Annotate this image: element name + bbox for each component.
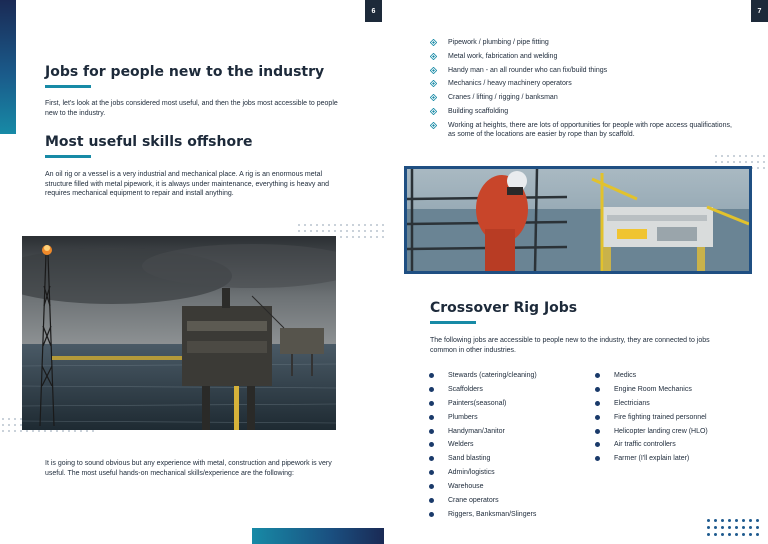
job-title: Admin/logistics	[448, 469, 495, 477]
job-title: Warehouse	[448, 483, 484, 491]
heading-underline	[45, 155, 91, 158]
decor-dot	[62, 430, 64, 432]
decor-dot	[364, 224, 366, 226]
job-list-item	[594, 413, 754, 427]
decor-dot	[298, 224, 300, 226]
section-heading-crossover: Crossover Rig Jobs	[430, 300, 578, 316]
diamond-bullet-icon	[430, 39, 437, 46]
decor-dot	[310, 230, 312, 232]
job-title: Stewards (catering/cleaning)	[448, 372, 537, 379]
diamond-bullet-icon	[430, 108, 437, 115]
job-list-item	[428, 510, 598, 524]
decor-dot	[340, 224, 342, 226]
skills-list-text: Handy man - an all rounder who can fix/build things	[448, 66, 608, 74]
skills-list-item	[428, 93, 738, 102]
decor-dot	[721, 526, 724, 529]
decor-dot	[742, 533, 745, 536]
decor-dot	[745, 155, 747, 157]
decor-dot	[721, 519, 724, 522]
skills-list-item	[428, 38, 738, 47]
section-heading-jobs-new: Jobs for people new to the industry	[45, 64, 325, 80]
job-title: Riggers, Banksman/Slingers	[448, 510, 537, 518]
decor-dot	[742, 519, 745, 522]
decor-dot	[352, 230, 354, 232]
dot-bullet-icon	[595, 401, 600, 406]
job-title: Crane operators	[448, 497, 499, 505]
decor-dot	[714, 526, 717, 529]
decor-dot	[751, 155, 753, 157]
job-list-item	[594, 427, 754, 441]
decor-dot	[735, 526, 738, 529]
job-list-item	[428, 468, 598, 482]
decor-dot	[727, 155, 729, 157]
dot-bullet-icon	[429, 456, 434, 461]
skills-list-text: Pipework / plumbing / pipe fitting	[448, 39, 549, 46]
job-title: Scaffolders	[448, 385, 483, 393]
decor-dot	[322, 230, 324, 232]
dot-bullet-icon	[595, 442, 600, 447]
skills-list-text: Cranes / lifting / rigging / banksman	[448, 94, 558, 102]
decor-dot	[26, 430, 28, 432]
decor-dot	[739, 155, 741, 157]
crossover-intro: The following jobs are accessible to people new to the industry, they are connected to jobs common in other industries.	[430, 337, 710, 354]
decor-dot	[352, 236, 354, 238]
heading-underline	[45, 85, 91, 88]
dot-bullet-icon	[429, 498, 434, 503]
decor-dot	[733, 155, 735, 157]
job-title: Welders	[448, 441, 474, 449]
decor-dot	[86, 430, 88, 432]
decor-dot	[334, 230, 336, 232]
skills-list-item	[428, 107, 738, 116]
crossover-jobs-column-2	[594, 371, 754, 468]
decor-dot	[44, 430, 46, 432]
body-paragraph: An oil rig or a vessel is a very industrial and mechanical place. A rig is an enormous metal structure filled with metal pipework, it is always under maintenance, everything is heavy and requires mechanical equipment to repair and install anything.	[45, 171, 330, 197]
dot-bullet-icon	[429, 415, 434, 420]
dot-bullet-icon	[595, 387, 600, 392]
decor-dot	[714, 533, 717, 536]
job-list-item	[428, 454, 598, 468]
skills-list-item	[428, 52, 738, 61]
decor-dot	[735, 533, 738, 536]
decor-dot	[352, 224, 354, 226]
decor-dot	[715, 161, 717, 163]
decor-dot	[745, 161, 747, 163]
section-heading-useful-skills: Most useful skills offshore	[45, 134, 253, 150]
decor-dot	[346, 236, 348, 238]
decor-dot	[364, 236, 366, 238]
decor-dot	[316, 230, 318, 232]
decor-dot	[749, 526, 752, 529]
decor-dot	[756, 519, 759, 522]
decor-dot	[14, 424, 16, 426]
closing-paragraph: It is going to sound obvious but any experience with metal, construction and pipework is very useful. The most useful hands-on mechanical skills/experience are the following:	[45, 460, 332, 477]
job-title: Helicopter landing crew (HLO)	[614, 427, 708, 435]
decor-dot	[14, 430, 16, 432]
decor-dot	[763, 167, 765, 169]
job-list-item	[594, 440, 754, 454]
decor-dot	[50, 430, 52, 432]
dot-bullet-icon	[429, 387, 434, 392]
job-title: Farmer (I'll explain later)	[614, 455, 690, 463]
decor-dot	[310, 224, 312, 226]
diamond-bullet-icon	[430, 53, 437, 60]
decor-dot	[340, 236, 342, 238]
decor-dot	[735, 519, 738, 522]
decor-dot	[358, 224, 360, 226]
skills-list-text: Building scaffolding	[448, 107, 509, 115]
skills-list-item	[428, 79, 738, 88]
decor-dot	[56, 430, 58, 432]
job-title: Fire fighting trained personnel	[614, 413, 707, 421]
page-number-left: 6	[365, 0, 382, 22]
diamond-bullet-icon	[430, 80, 437, 87]
decor-dot	[721, 155, 723, 157]
decor-dot	[728, 519, 731, 522]
heading-underline	[430, 321, 476, 324]
decor-dot	[707, 526, 710, 529]
decor-dot	[304, 230, 306, 232]
decor-dot	[715, 155, 717, 157]
crossover-jobs-column-1	[428, 371, 598, 524]
decor-dot	[721, 533, 724, 536]
job-title: Air traffic controllers	[614, 441, 676, 449]
job-list-item	[428, 413, 598, 427]
decor-dot	[2, 430, 4, 432]
job-list-item	[594, 371, 754, 385]
job-title: Handyman/Janitor	[448, 427, 505, 435]
decor-dot	[749, 519, 752, 522]
page-number-right: 7	[751, 0, 768, 22]
decor-dot	[8, 430, 10, 432]
decor-dot	[742, 526, 745, 529]
decor-dot	[763, 161, 765, 163]
skills-list	[428, 38, 738, 139]
job-list-item	[428, 427, 598, 441]
job-title: Engine Room Mechanics	[614, 385, 692, 393]
dot-bullet-icon	[429, 429, 434, 434]
decor-dot	[334, 224, 336, 226]
dot-pattern	[707, 519, 763, 536]
decor-dot	[376, 224, 378, 226]
decor-dot	[749, 533, 752, 536]
job-list-item	[428, 496, 598, 510]
decor-dot	[20, 430, 22, 432]
decor-dot	[358, 230, 360, 232]
skills-list-item	[428, 66, 738, 75]
dot-bullet-icon	[429, 470, 434, 475]
skills-list-text: Mechanics / heavy machinery operators	[448, 80, 572, 88]
decor-dot	[32, 430, 34, 432]
decor-dot	[316, 224, 318, 226]
decor-dot	[728, 533, 731, 536]
corner-accent-bar	[0, 0, 16, 134]
job-list-item	[428, 385, 598, 399]
oil-rig-photo	[22, 236, 336, 430]
job-list-item	[594, 454, 754, 468]
intro-paragraph: First, let's look at the jobs considered most useful, and then the jobs most accessible to people new to the industry.	[45, 100, 338, 117]
dot-bullet-icon	[595, 415, 600, 420]
decor-dot	[757, 167, 759, 169]
job-list-item	[428, 440, 598, 454]
decor-dot	[370, 230, 372, 232]
decor-dot	[68, 430, 70, 432]
decor-dot	[756, 526, 759, 529]
skills-list-text: Working at heights, there are lots of opportunities for people with rope access qualifications, as some of the locations are easier by rope than by scaffold.	[448, 121, 732, 138]
decor-dot	[346, 224, 348, 226]
job-list-item	[428, 482, 598, 496]
decor-dot	[763, 155, 765, 157]
decor-dot	[370, 236, 372, 238]
offshore-worker-photo	[404, 166, 752, 274]
job-title: Sand blasting	[448, 455, 491, 463]
decor-dot	[739, 161, 741, 163]
decor-dot	[2, 418, 4, 420]
decor-dot	[358, 236, 360, 238]
diamond-bullet-icon	[430, 122, 437, 129]
dot-bullet-icon	[429, 373, 434, 378]
decor-dot	[38, 430, 40, 432]
decor-dot	[756, 533, 759, 536]
dot-bullet-icon	[595, 456, 600, 461]
decor-dot	[2, 424, 4, 426]
decor-dot	[92, 430, 94, 432]
diamond-bullet-icon	[430, 67, 437, 74]
decor-dot	[757, 161, 759, 163]
footer-accent-bar	[252, 528, 384, 544]
job-list-item	[428, 399, 598, 413]
decor-dot	[714, 519, 717, 522]
decor-dot	[376, 236, 378, 238]
decor-dot	[80, 430, 82, 432]
decor-dot	[328, 230, 330, 232]
dot-bullet-icon	[429, 401, 434, 406]
decor-dot	[727, 161, 729, 163]
decor-dot	[751, 161, 753, 163]
diamond-bullet-icon	[430, 94, 437, 101]
job-title: Plumbers	[448, 413, 478, 421]
decor-dot	[707, 519, 710, 522]
decor-dot	[364, 230, 366, 232]
skills-list-text: Metal work, fabrication and welding	[448, 52, 558, 60]
dot-bullet-icon	[595, 373, 600, 378]
decor-dot	[733, 161, 735, 163]
job-list-item	[428, 371, 598, 385]
skills-list-item	[428, 121, 738, 139]
job-title: Painters(seasonal)	[448, 399, 507, 407]
decor-dot	[757, 155, 759, 157]
job-title: Electricians	[614, 399, 650, 407]
decor-dot	[707, 533, 710, 536]
decor-dot	[728, 526, 731, 529]
decor-dot	[298, 230, 300, 232]
decor-dot	[376, 230, 378, 232]
decor-dot	[346, 230, 348, 232]
decor-dot	[322, 224, 324, 226]
decor-dot	[74, 430, 76, 432]
job-list-item	[594, 399, 754, 413]
decor-dot	[14, 418, 16, 420]
job-title: Medics	[614, 372, 637, 379]
decor-dot	[721, 161, 723, 163]
decor-dot	[304, 224, 306, 226]
dot-bullet-icon	[595, 429, 600, 434]
dot-bullet-icon	[429, 484, 434, 489]
job-list-item	[594, 385, 754, 399]
dot-bullet-icon	[429, 512, 434, 517]
dot-bullet-icon	[429, 442, 434, 447]
decor-dot	[328, 224, 330, 226]
decor-dot	[8, 418, 10, 420]
decor-dot	[8, 424, 10, 426]
decor-dot	[370, 224, 372, 226]
decor-dot	[340, 230, 342, 232]
